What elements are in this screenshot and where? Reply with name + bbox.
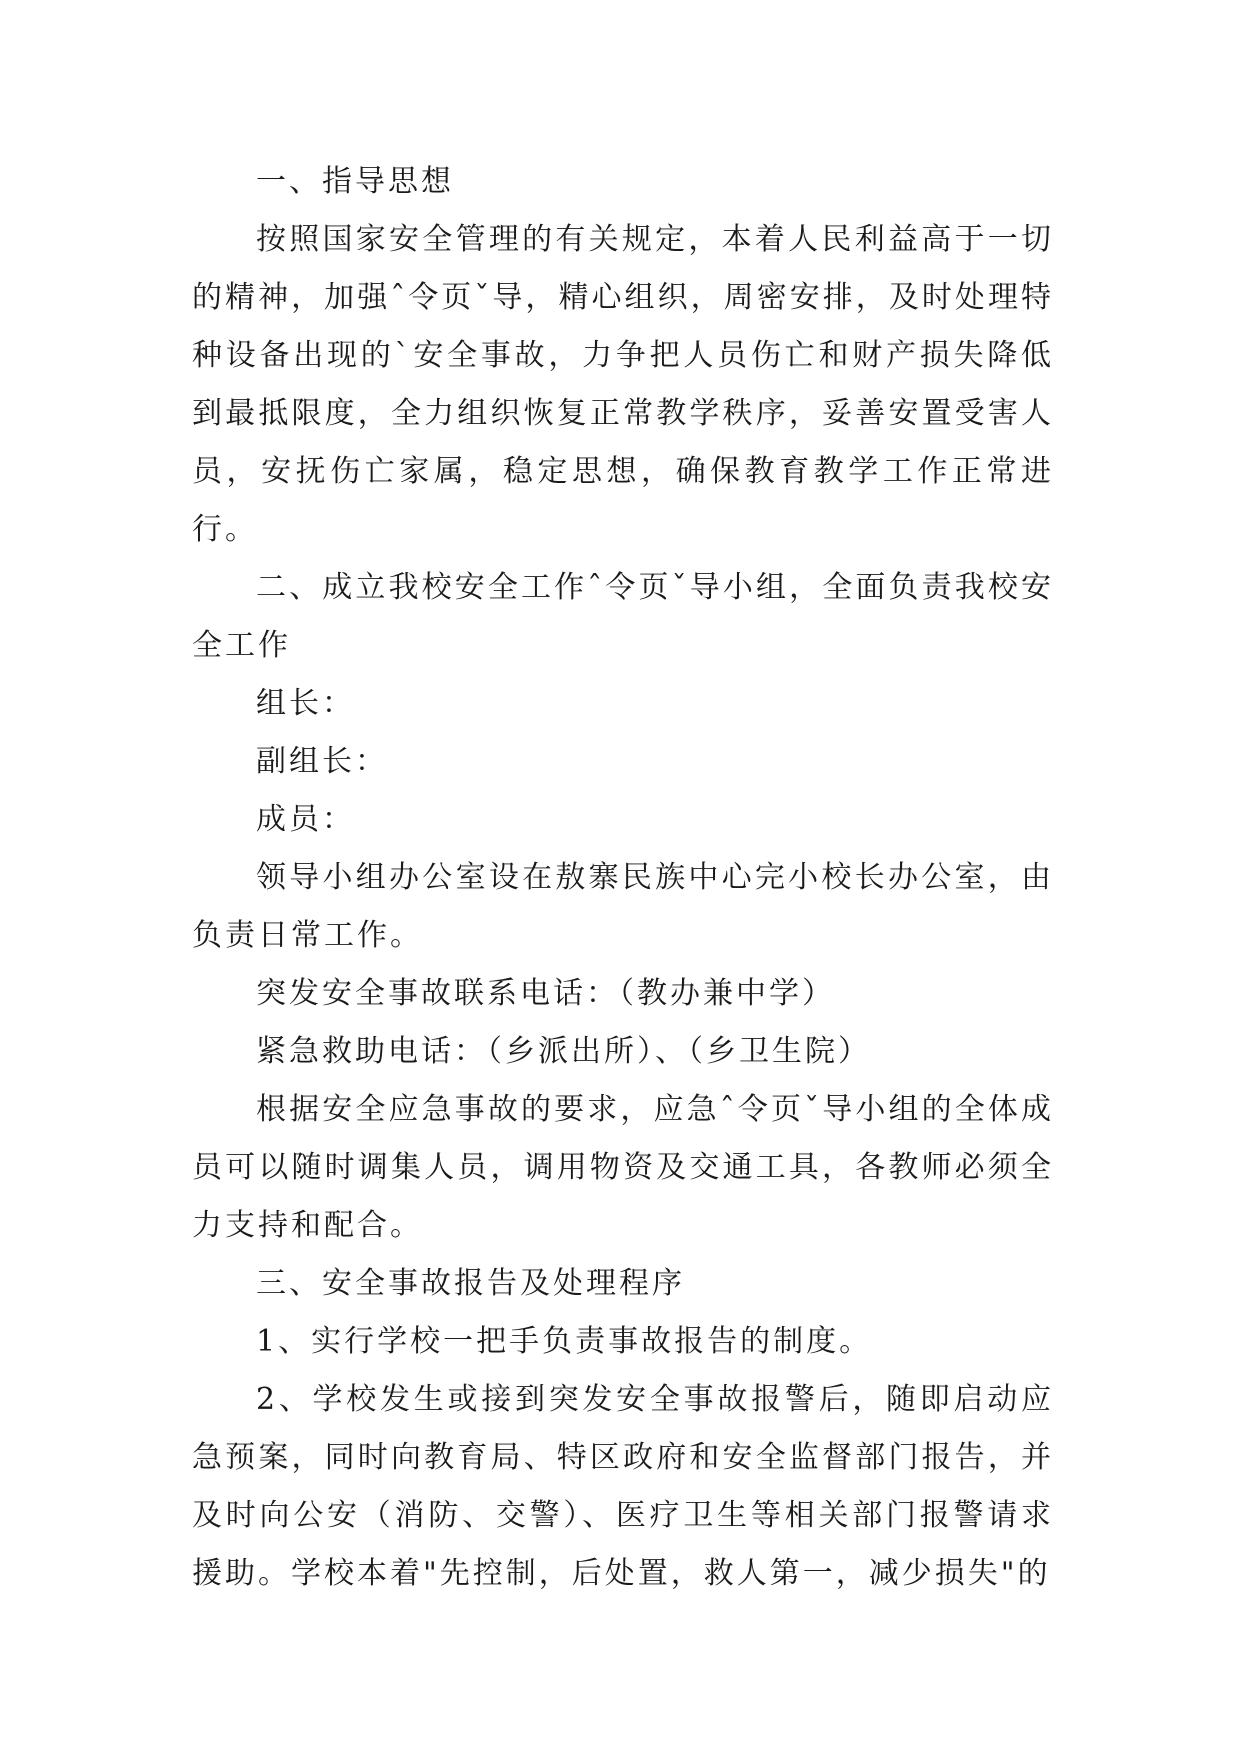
list-item-2: 2、学校发生或接到突发安全事故报警后，随即启动应急预案，同时向教育局、特区政府和安全监督部门报告，并及时向公安（消防、交警）、医疗卫生等相关部门报警请求援助。学校本着"先控制，后处置，救人第一，减少损失"的 [192, 1382, 1054, 1591]
heading-leadership-group: 二、成立我校安全工作ˆ令页ˇ导小组，全面负责我校安全工作 [192, 570, 1054, 663]
line-group-leader: 组长： [256, 686, 355, 721]
document-body [192, 153, 1054, 1603]
paragraph-office-location: 领导小组办公室设在敖寨民族中心完小校长办公室，由负责日常工作。 [192, 860, 1054, 953]
line-members: 成员： [256, 802, 355, 837]
line-emergency-phone: 紧急救助电话：（乡派出所）、（乡卫生院） [256, 1034, 871, 1069]
heading-guiding-ideology: 一、指导思想 [256, 164, 454, 199]
line-deputy-leader: 副组长： [256, 744, 388, 779]
paragraph-guiding-ideology: 按照国家安全管理的有关规定，本着人民利益高于一切的精神，加强ˆ令页ˇ导，精心组织，周密安排，及时处理特种设备出现的`安全事故，力争把人员伤亡和财产损失降低到最抵限度，全力组织恢复正常教学秩序，妥善安置受害人员，安抚伤亡家属，稳定思想，确保教育教学工作正常进行。 [192, 222, 1054, 547]
paragraph-emergency-requirements: 根据安全应急事故的要求，应急ˆ令页ˇ导小组的全体成员可以随时调集人员，调用物资及交通工具，各教师必须全力支持和配合。 [192, 1092, 1054, 1243]
line-incident-contact-phone: 突发安全事故联系电话：（教办兼中学） [256, 976, 835, 1011]
heading-reporting-procedure: 三、安全事故报告及处理程序 [256, 1266, 685, 1301]
list-item-1: 1、实行学校一把手负责事故报告的制度。 [256, 1324, 873, 1359]
